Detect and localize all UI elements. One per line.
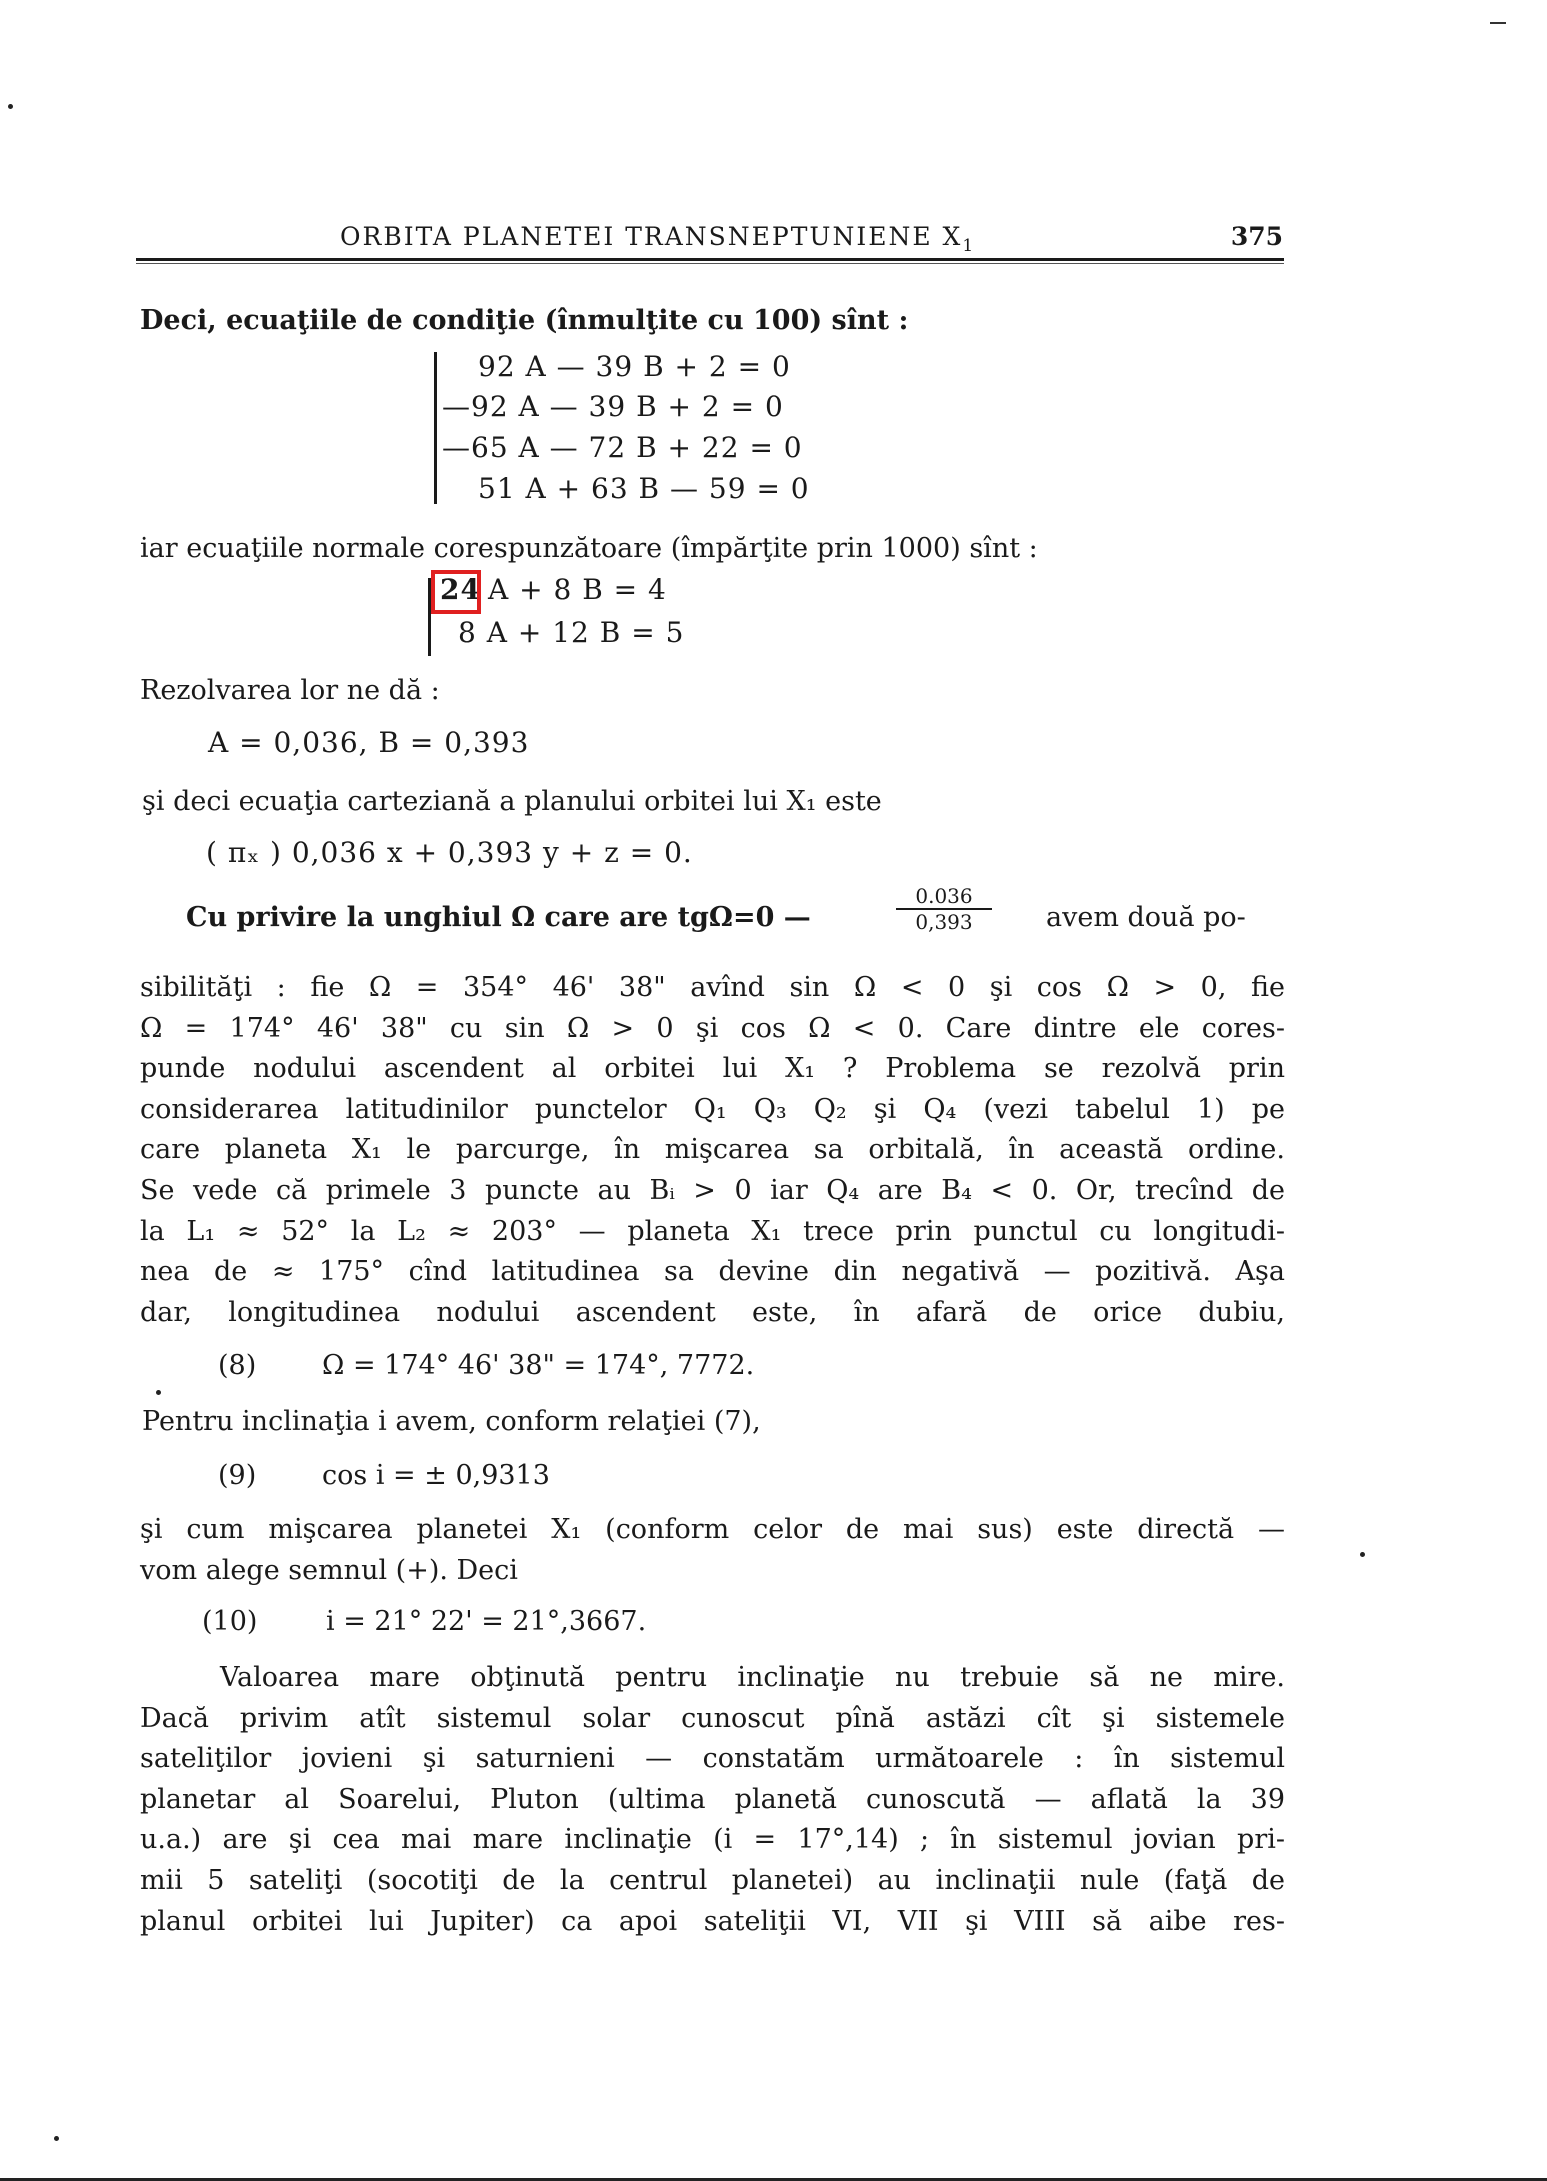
running-header (140, 222, 1285, 260)
condition-equation-3: —65 A — 72 B + 22 = 0 (442, 431, 803, 464)
inclination-intro: Pentru inclinaţia i avem, conform relaţiei (7), (142, 1406, 761, 1437)
scan-speck (54, 2136, 59, 2141)
text-line: planul orbitei lui Jupiter) ca apoi sateliţii VI, VII şi VIII să aibe res- (140, 1905, 1285, 1937)
text-line: considerarea latitudinilor punctelor Q₁ Q₃ Q₂ şi Q₄ (vezi tabelul 1) pe (140, 1093, 1285, 1125)
scan-speck (1360, 1552, 1365, 1557)
fraction-denominator: 0,393 (915, 910, 973, 934)
page-number: 375 (1230, 222, 1283, 251)
equation-9: cos i = ± 0,9313 (322, 1460, 550, 1491)
equation-number-10: (10) (202, 1606, 258, 1637)
text-line: Se vede că primele 3 puncte au Bᵢ > 0 iar Q₄ are B₄ < 0. Or, trecînd de (140, 1174, 1285, 1206)
normal-equation-2: 8 A + 12 B = 5 (458, 616, 685, 649)
normal-equation-1-coef: 24 (440, 573, 481, 606)
text-line: dar, longitudinea nodului ascendent este, în afară de orice dubiu, (140, 1296, 1285, 1328)
text-line: punde nodului ascendent al orbitei lui X₁ ? Problema se rezolvă prin (140, 1053, 1285, 1085)
normal-equation-1: A + 8 B = 4 (488, 573, 667, 606)
header-rule (136, 258, 1284, 261)
conditions-intro: Deci, ecuaţiile de condiţie (înmulţite cu 100) sînt : (140, 305, 909, 336)
scan-speck (8, 104, 13, 109)
equation-brace (434, 352, 437, 504)
text-line: Valoarea mare obţinută pentru inclinaţie nu trebuie să ne mire. (220, 1662, 1285, 1693)
text-line: vom alege semnul (+). Deci (140, 1554, 518, 1586)
text-line: sibilităţi : fie Ω = 354° 46' 38" avînd sin Ω < 0 şi cos Ω > 0, fie (140, 972, 1285, 1003)
equation-number-9: (9) (218, 1460, 257, 1491)
cartesian-intro: şi deci ecuaţia carteziană a planului orbitei lui X₁ este (142, 786, 882, 817)
normal-intro: iar ecuaţiile normale corespunzătoare (împărţite prin 1000) sînt : (140, 533, 1038, 564)
header-rule (136, 263, 1284, 264)
fraction-numerator: 0.036 (896, 884, 992, 910)
condition-equation-2: —92 A — 39 B + 2 = 0 (442, 390, 784, 423)
paragraph-nodes (140, 968, 1285, 1333)
omega-line-end: avem două po- (1046, 902, 1246, 933)
text-line: Ω = 174° 46' 38" cu sin Ω > 0 şi cos Ω < 0. Care dintre ele cores- (140, 1012, 1285, 1044)
scan-mark (1490, 22, 1506, 24)
text-line: şi cum mişcarea planetei X₁ (conform celor de mai sus) este directă — (140, 1514, 1285, 1545)
text-line: planetar al Soarelui, Pluton (ultima planetă cunoscută — aflată la 39 (140, 1783, 1285, 1815)
text-line: nea de ≈ 175° cînd latitudinea sa devine din negativă — pozitivă. Aşa (140, 1256, 1285, 1288)
omega-line-start: Cu privire la unghiul Ω care are tgΩ=0 — (186, 902, 811, 933)
text-line: u.a.) are şi cea mai mare inclinaţie (i = 17°,14) ; în sistemul jovian pri- (140, 1824, 1285, 1856)
paragraph-motion (140, 1510, 1285, 1591)
text-line: la L₁ ≈ 52° la L₂ ≈ 203° — planeta X₁ trece prin punctul cu longitudi- (140, 1215, 1285, 1247)
condition-equation-4: 51 A + 63 B — 59 = 0 (478, 472, 810, 505)
header-title: ORBITA PLANETEI TRANSNEPTUNIENE $X_1$ (340, 222, 976, 256)
text-line: care planeta X₁ le parcurge, în mişcarea sa orbitală, în această ordine. (140, 1134, 1285, 1166)
text-line: mii 5 sateliţi (socotiţi de la centrul planetei) au inclinaţii nule (faţă de (140, 1864, 1285, 1896)
tan-fraction (896, 884, 992, 934)
equation-number-8: (8) (218, 1350, 257, 1381)
equation-10: i = 21° 22' = 21°,3667. (326, 1606, 647, 1637)
equation-8: Ω = 174° 46' 38" = 174°, 7772. (322, 1350, 755, 1381)
paragraph-inclination (140, 1658, 1285, 1942)
resolution-intro: Rezolvarea lor ne dă : (140, 675, 440, 706)
scan-speck (156, 1390, 161, 1395)
solution-line: A = 0,036, B = 0,393 (208, 726, 530, 759)
text-line: sateliţilor jovieni şi saturnieni — constatăm următoarele : în sistemul (140, 1743, 1285, 1775)
plane-equation: ( πₓ ) 0,036 x + 0,393 y + z = 0. (206, 836, 693, 869)
highlight-box (431, 570, 481, 614)
text-line: Dacă privim atît sistemul solar cunoscut pînă astăzi cît şi sistemele (140, 1702, 1285, 1734)
condition-equation-1: 92 A — 39 B + 2 = 0 (478, 350, 791, 383)
